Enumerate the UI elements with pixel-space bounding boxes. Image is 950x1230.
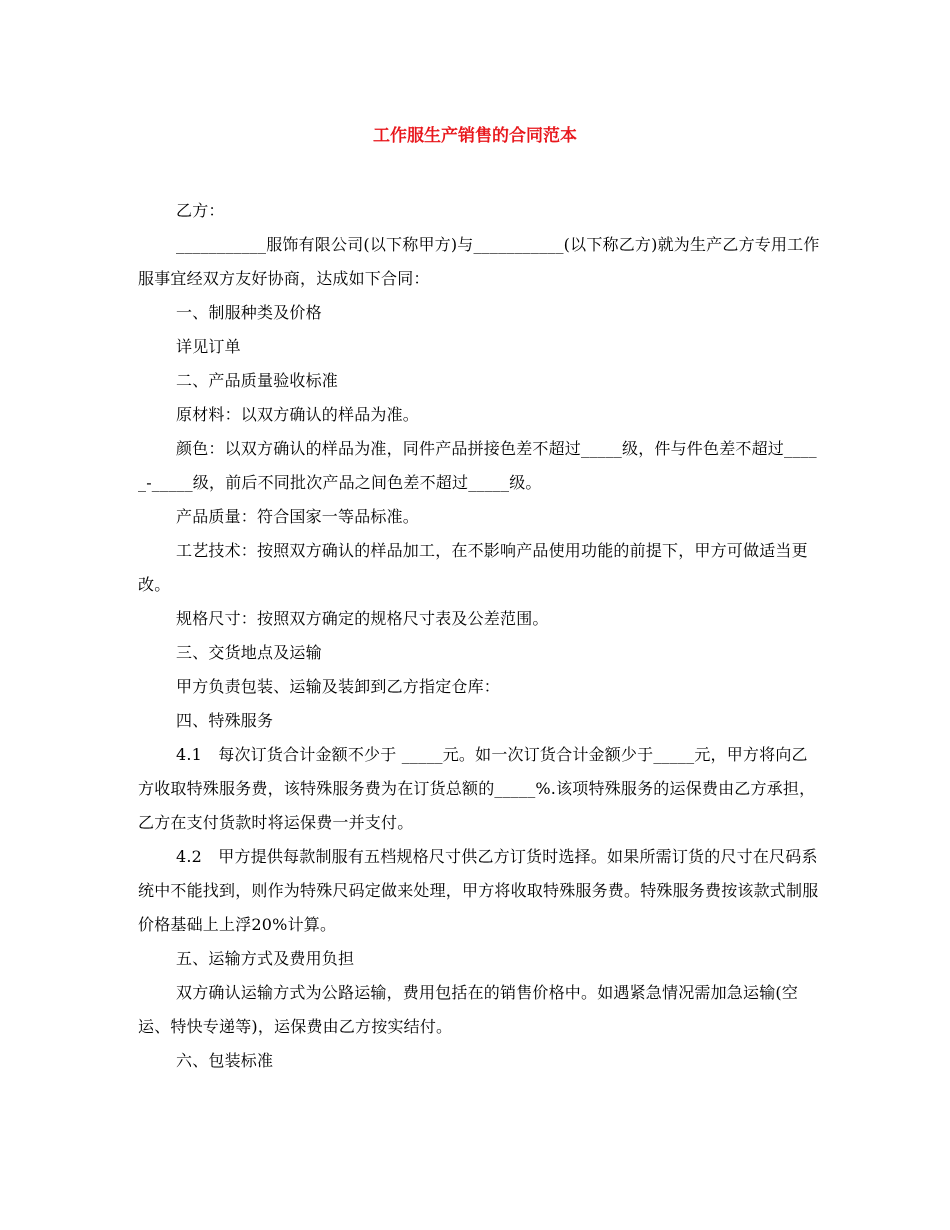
section-heading: 四、特殊服务 [176, 711, 274, 730]
paragraph: ___________服饰有限公司(以下称甲方)与___________(以下称乙方)就为生产乙方专用工作服事宜经双方友好协商，达成如下合同： [138, 235, 820, 288]
section-heading: 五、运输方式及费用负担 [176, 949, 355, 968]
paragraph: 工艺技术：按照双方确认的样品加工，在不影响产品使用功能的前提下，甲方可做适当更改。 [138, 541, 808, 594]
section-heading: 六、包装标准 [176, 1051, 274, 1070]
section-heading: 二、产品质量验收标准 [176, 371, 339, 390]
paragraph: 甲方负责包装、运输及装卸到乙方指定仓库： [176, 677, 501, 696]
document-title: 工作服生产销售的合同范本 [373, 126, 577, 146]
paragraph: 4.2 甲方提供每款制服有五档规格尺寸供乙方订货时选择。如果所需订货的尺寸在尺码系统中不能找到，则作为特殊尺码定做来处理，甲方将收取特殊服务费。特殊服务费按该款式制服价格基础上上浮20%计算。 [138, 847, 819, 934]
paragraph: 详见订单 [176, 337, 241, 356]
paragraph: 4.1 每次订货合计金额不少于 _____元。如一次订货合计金额少于_____元，甲方将向乙方收取特殊服务费，该特殊服务费为在订货总额的_____%.该项特殊服务的运保费由乙方承担，乙方在支付货款时将运保费一并支付。 [138, 745, 816, 832]
section-heading: 一、制服种类及价格 [176, 303, 322, 322]
section-heading: 三、交货地点及运输 [176, 643, 322, 662]
paragraph: 原材料：以双方确认的样品为准。 [176, 405, 420, 424]
document-body [138, 194, 820, 1078]
paragraph: 双方确认运输方式为公路运输，费用包括在的销售价格中。如遇紧急情况需加急运输(空运、特快专递等)，运保费由乙方按实结付。 [138, 983, 799, 1036]
paragraph: 颜色：以双方确认的样品为准，同件产品拼接色差不超过_____级，件与件色差不超过_____-_____级，前后不同批次产品之间色差不超过_____级。 [138, 439, 817, 492]
paragraph: 产品质量：符合国家一等品标准。 [176, 507, 420, 526]
paragraph: 乙方： [176, 201, 225, 220]
paragraph: 规格尺寸：按照双方确定的规格尺寸表及公差范围。 [176, 609, 549, 628]
